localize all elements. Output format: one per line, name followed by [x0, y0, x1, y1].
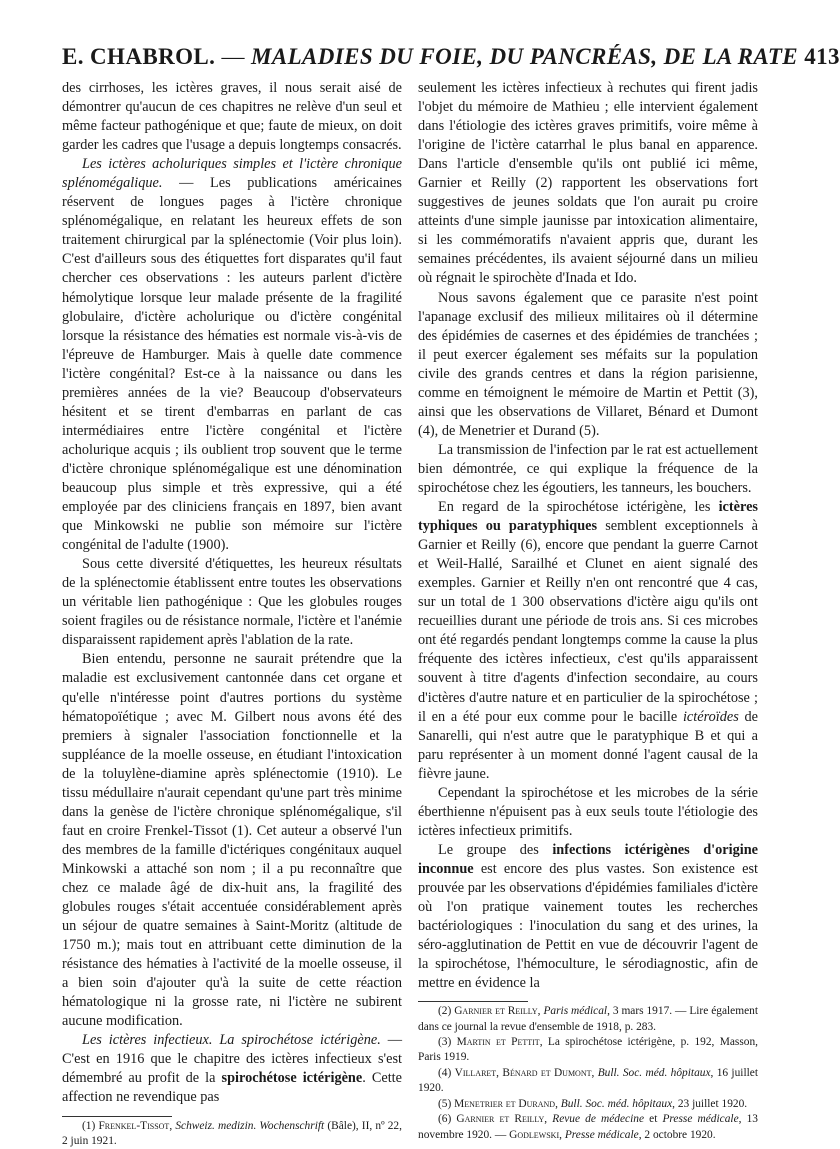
footnote-text: et: [644, 1113, 663, 1126]
paragraph-text: — Les publications américaines réservent de longues pages à l'ictère chronique splénomégalique, en relatant les heureux effets de son traitement chirurgical par la splénectomie (Voir plus loin). C'est d'ailleurs sous des étiquettes fort disparates qu'il faut chercher ces observations : les auteurs parlent d'ictère hémolytique lorsque leur malade présente de la fragilité globulaire, d'ictère acholurique ou d'ictère congénital lorsque la résistance des hématies est normale vis-à-vis de l'épreuve de Hamburger. Mais à quelle date commence l'ictère congénital? Est-ce à la naissance ou dans les premières années de la vie? Beaucoup d'observateurs hésitent et se tirent d'embarras en parlant de cas intermédiaires entre l'ictère congénital et l'ictère acholurique acquis ; ils oublient trop souvent que le terme d'ictère chronique splénomégalique est une dénomination beaucoup plus simple et très expressive, qui a été employée par des cliniciens français en 1897, bien avant que Minkowski ne publie son mémoire sur l'ictère congénital de l'adulte (1900).: [62, 175, 402, 554]
footnote-divider: [418, 1001, 528, 1002]
paragraph: des cirrhoses, les ictères graves, il nous serait aisé de démontrer qu'aucun de ces chapitres ne relève d'un seul et même facteur pathogénique et que; faute de mieux, on doit garder les cadres que l'usage a depuis longtemps consacrés.: [62, 80, 402, 154]
footnote-author: Menetrier et Durand: [454, 1097, 556, 1110]
footnote: (5) Menetrier et Durand, Bull. Soc. méd. hôpitaux, 23 juillet 1920.: [438, 1097, 748, 1110]
footnote-number: (1): [82, 1119, 99, 1132]
footnote-journal: Bull. Soc. méd. hôpitaux: [597, 1066, 711, 1079]
footnote-author: Martin et Pettit: [456, 1036, 540, 1049]
paragraph: [62, 155, 402, 555]
running-header: [62, 44, 840, 70]
footnote-author: Villaret, Bénard et Dumont: [454, 1066, 592, 1079]
footnote: (4) Villaret, Bénard et Dumont, Bull. Soc. méd. hôpitaux, 16 juillet 1920.: [418, 1066, 758, 1095]
header-author: E. CHABROL.: [62, 44, 216, 69]
footnote-journal: Revue de médecine: [552, 1113, 645, 1126]
paragraph-text: . Cette affection ne revendique pas: [62, 1070, 402, 1106]
paragraph: Nous savons également que ce parasite n'est point l'apanage exclusif des milieux militaires où il détermine des épidémies de casernes et des épidémies de tranchées ; il peut exercer également ses méfaits sur la population civile des grands centres et dans la région parisienne, comme en témoignent le mémoire de Martin et Pettit (3), ainsi que les observations de Villaret, Bénard et Dumont (4), de Menetrier et Durand (5).: [418, 289, 758, 439]
footnote-journal: Presse médicale: [662, 1113, 739, 1126]
bold-term: infections ictérigènes d'origine inconnue: [418, 841, 758, 877]
footnote-journal: Bull. Soc. méd. hôpitaux: [560, 1097, 673, 1110]
footnote-text: , 2 octobre 1920.: [638, 1128, 716, 1141]
paragraph: Sous cette diversité d'étiquettes, les heureux résultats de la splénectomie établissent entre toutes les observations un véritable lien pathogénique : Que les globules rouges soient fragiles ou de résistance normale, l'ictère et l'anémie disparaissent rapidement après l'ablation de la rate.: [62, 556, 402, 649]
bold-term: spirochétose ictérigène: [221, 1070, 363, 1087]
footnote-number: (3): [438, 1036, 457, 1049]
section-heading: Les ictères infectieux. La spirochétose ictérigène.: [82, 1032, 381, 1049]
paragraph: Bien entendu, personne ne saurait prétendre que la maladie est exclusivement cantonnée dans cet organe et qu'elle n'intéresse point d'autres portions du système hématopoïétique ; avec M. Gilbert nous avons été des premiers à signaler l'association fonctionnelle et la suppléance de la moelle osseuse, en étudiant l'intoxication de la toluylène-diamine après splénectomie (1910). Le tissu médullaire n'aurait cependant qu'une part très minime dans la genèse de l'ictère chronique splénomégalique, s'il faut en croire Frenkel-Tissot (1). Cet auteur a observé l'un des membres de la famille d'ictériques congénitaux auquel Minkowski a attaché son nom ; il a pu reconnaître que chez ce malade âgé de dix-huit ans, la fragilité des globules rouges s'était accentuée considérablement après un séjour de quatre semaines à Saint-Moritz (altitude de 1750 m.); mais tout en attribuant cette diminution de la résistance des hématies à l'activité de la moelle osseuse, il a bien soin d'ajouter qu'à la suite de cette réaction hématologique ni la grosse rate, ni l'ictère ne subirent aucune modification.: [62, 651, 402, 1030]
footnote-number: (6): [438, 1113, 457, 1126]
right-column: [418, 79, 758, 1143]
page-number: 413: [804, 44, 840, 69]
footnote-author: Garnier et Reilly: [454, 1005, 538, 1018]
footnote-number: (5): [438, 1097, 455, 1110]
paragraph: seulement les ictères infectieux à rechutes qui firent jadis l'objet du mémoire de Mathieu ; elle intervient également dans l'étiologie des ictères graves primitifs, voire même à l'origine de l'ictère catarrhal le plus banal en apparence. Dans l'article d'ensemble qu'ils ont publié ici même, Garnier et Reilly (2) rapportent les observations fort suggestives de jeunes soldats que l'on aurait pu croire atteints d'une simple jaunisse par intoxication alimentaire, si les commémoratifs n'avaient appris que, durant les semaines précédentes, ils avaient séjourné dans un milieu où régnait le spirochète d'Inada et Ido.: [418, 80, 758, 287]
footnote-journal: Schweiz. medizin. Wochenschrift: [175, 1119, 325, 1132]
bold-term: ictères typhiques ou paratyphiques: [418, 499, 758, 535]
italic-term: ictéroïdes: [682, 708, 739, 725]
paragraph-text: En regard de la spirochétose ictérigène, les: [438, 499, 719, 516]
paragraph-text: est encore des plus vastes. Son existence est prouvée par les observations d'épidémies familiales d'ictère où l'on pratique vainement toutes les recherches bactériologiques : l'inoculation du sang et des urines, la séro-agglutination de Pettit en vue de découvrir l'agent de la spirochétose, l'hémoculture, le sérodiagnostic, afin de mettre en évidence la: [418, 860, 758, 992]
header-separator: —: [221, 44, 245, 69]
paragraph: La transmission de l'infection par le rat est actuellement bien démontrée, ce qui explique la fréquence de la spirochétose chez les égoutiers, les tanneurs, les bouchers.: [418, 441, 758, 496]
footnote-journal: Paris médical: [543, 1005, 608, 1018]
footnote: (2) Garnier et Reilly, Paris médical, 3 mars 1917. — Lire également dans ce journal la revue d'ensemble de 1918, p. 283.: [418, 1005, 758, 1033]
footnote-author: Frenkel-Tissot: [98, 1119, 170, 1132]
footnote-divider: [62, 1116, 172, 1117]
paragraph-text: semblent exceptionnels à Garnier et Reilly (6), encore que pendant la guerre Carnot et Weil-Hallé, Sarailhé et Clunet en aient signalé des exemples. Garnier et Reilly n'en ont rencontré que 4 cas, sur un total de 1 300 observations d'ictère aigu qu'ils ont recueillies durant une période de trois ans. Si ces microbes ont été regardés pendant longtemps comme la cause la plus fréquente des ictères infectieux, c'est qu'ils apparaissent souvent à titre d'agents d'infection secondaire, au cours d'ictères d'autre nature et en particulier de la spirochétose ; il en a été pour eux comme pour le bacille: [418, 518, 758, 725]
footnote-number: (4): [438, 1066, 455, 1079]
section-heading: Les ictères acholuriques simples et l'ictère chronique splénomégalique.: [62, 156, 402, 192]
header-title: MALADIES DU FOIE, DU PANCRÉAS, DE LA RATE: [251, 44, 799, 69]
footnote-text: , 16 juillet 1920.: [418, 1066, 758, 1095]
footnote-text: , La spirochétose ictérigène, p. 192, Masson, Paris 1919.: [418, 1036, 758, 1064]
footnote-author: Garnier et Reilly: [456, 1113, 545, 1126]
paragraph: Cependant la spirochétose et les microbes de la série éberthienne n'épuisent pas à eux seuls toute l'étiologie des ictères infectieux primitifs.: [418, 784, 758, 839]
footnote-text: , 23 juillet 1920.: [672, 1097, 748, 1110]
paragraph: [418, 841, 758, 993]
paragraph-text: — C'est en 1916 que le chapitre des ictères infectieux s'est démembré au profit de la: [62, 1032, 403, 1087]
footnote: (6) Garnier et Reilly, Revue de médecine et Presse médicale, 13 novembre 1920. — Godlewski, Presse médicale, 2 octobre 1920.: [418, 1113, 758, 1141]
footnote: [62, 1119, 402, 1149]
footnote-text: , 3 mars 1917. — Lire également dans ce journal la revue d'ensemble de 1918, p. 283.: [418, 1005, 758, 1033]
footnote-number: (2): [438, 1005, 455, 1018]
footnote-text: ,: [169, 1119, 176, 1132]
paragraph-text: de Sanarelli, qui n'est autre que le paratyphique B et qui a paru représenter à un moment donné l'agent causal de la fièvre jaune.: [418, 708, 759, 782]
left-column: [62, 79, 402, 1149]
footnote-text: (Bâle), II, nº 22, 2 juin 1921.: [62, 1119, 402, 1147]
footnote: [418, 1035, 758, 1066]
paragraph: [418, 498, 758, 784]
paragraph-text: Le groupe des: [438, 841, 553, 858]
footnote-journal: Presse médicale: [564, 1128, 639, 1141]
footnote-text: , 13 novembre 1920. —: [418, 1113, 758, 1141]
footnote-author: Godlewski: [509, 1128, 560, 1141]
paragraph: [62, 1031, 402, 1107]
